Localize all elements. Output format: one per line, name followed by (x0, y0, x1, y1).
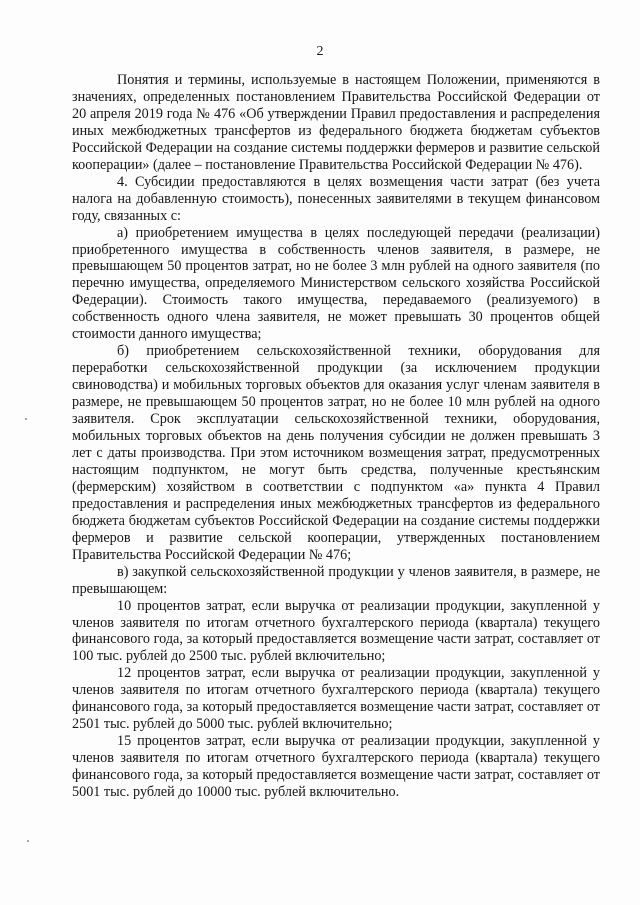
document-body (72, 72, 600, 801)
scan-speck (25, 418, 27, 420)
paragraph-item-4-subsidies: 4. Субсидии предоставляются в целях возмещения части затрат (без учета налога на добавленную стоимость), понесенных заявителями в текущем финансовом году, связанных с: (72, 173, 600, 224)
paragraph-subitem-a: а) приобретением имущества в целях последующей передачи (реализации) приобретенного имущества в собственность членов заявителя, в размере, не превышающем 50 процентов затрат, но не более 3 млн рублей на одного заявителя (по перечню имущества, определяемого Министерством сельского хозяйства Российской Федерации). Стоимость такого имущества, передаваемого (реализуемого) в собственность одного члена заявителя, не может превышать 30 процентов общей стоимости данного имущества; (72, 224, 600, 343)
paragraph-rate-10-percent: 10 процентов затрат, если выручка от реализации продукции, закупленной у членов заявителя по итогам отчетного бухгалтерского периода (квартала) текущего финансового года, за который предоставляется возмещение части затрат, составляет от 100 тыс. рублей до 2500 тыс. рублей включительно; (72, 597, 600, 665)
paragraph-rate-15-percent: 15 процентов затрат, если выручка от реализации продукции, закупленной у членов заявителя по итогам отчетного бухгалтерского периода (квартала) текущего финансового года, за который предоставляется возмещение части затрат, составляет от 5001 тыс. рублей до 10000 тыс. рублей включительно. (72, 733, 600, 801)
scan-speck (27, 840, 29, 842)
paragraph-subitem-b: б) приобретением сельскохозяйственной техники, оборудования для переработки сельскохозяйственной продукции (за исключением продукции свиноводства) и мобильных торговых объектов для оказания услуг членам заявителя в размере, не превышающем 50 процентов затрат, но не более 10 млн рублей на одного заявителя. Срок эксплуатации сельскохозяйственной техники, оборудования, мобильных торговых объектов на день получения субсидии не должен превышать 3 лет с даты производства. При этом источником возмещения затрат, предусмотренных настоящим подпунктом, не могут быть средства, полученные крестьянским (фермерским) хозяйством в соответствии с подпунктом «а» пункта 4 Правил предоставления и распределения иных межбюджетных трансфертов из федерального бюджета бюджетам субъектов Российской Федерации на создание системы поддержки фермеров и развитие сельской кооперации, утвержденных постановлением Правительства Российской Федерации № 476; (72, 343, 600, 563)
paragraph-terms-definitions: Понятия и термины, используемые в настоящем Положении, применяются в значениях, определенных постановлением Правительства Российской Федерации от 20 апреля 2019 года № 476 «Об утверждении Правил предоставления и распределения иных межбюджетных трансфертов из федерального бюджета бюджетам субъектов Российской Федерации на создание системы поддержки фермеров и развитие сельской кооперации» (далее – постановление Правительства Российской Федерации № 476). (72, 72, 600, 173)
paragraph-rate-12-percent: 12 процентов затрат, если выручка от реализации продукции, закупленной у членов заявителя по итогам отчетного бухгалтерского периода (квартала) текущего финансового года, за который предоставляется возмещение части затрат, составляет от 2501 тыс. рублей до 5000 тыс. рублей включительно; (72, 665, 600, 733)
page-number: 2 (316, 44, 324, 59)
paragraph-subitem-v: в) закупкой сельскохозяйственной продукции у членов заявителя, в размере, не превышающем: (72, 563, 600, 597)
